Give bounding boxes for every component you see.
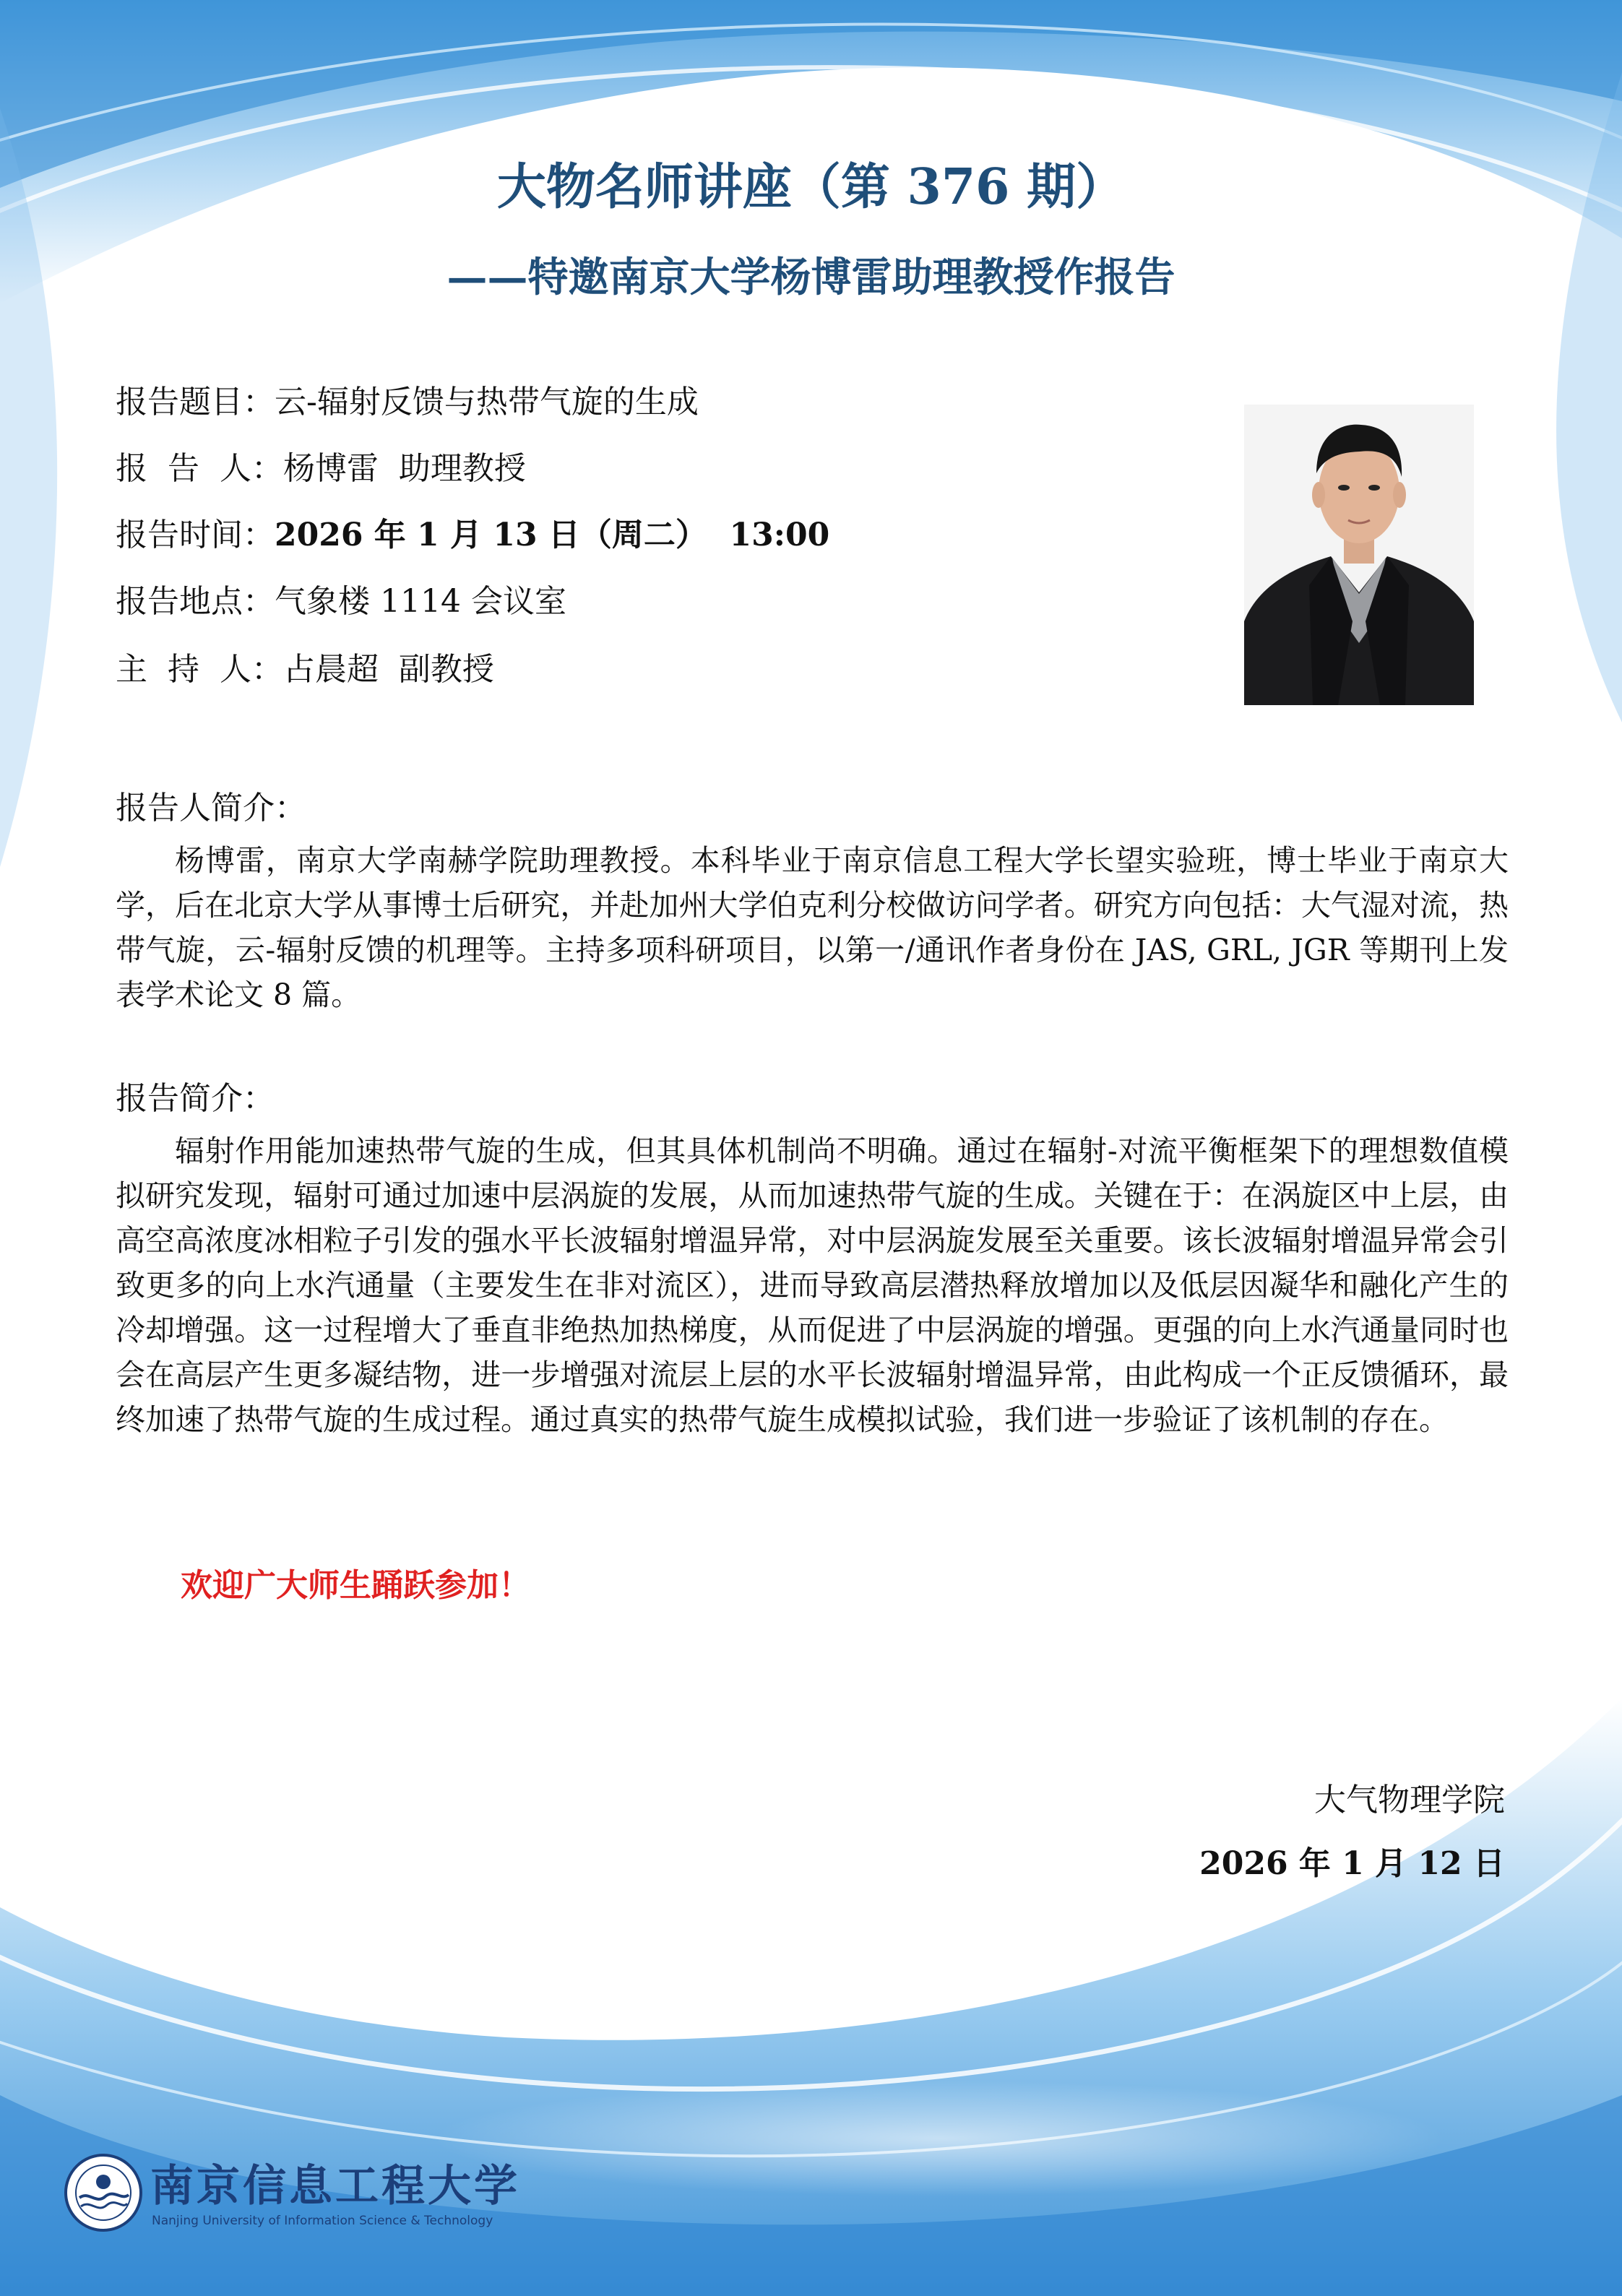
- talk-intro-heading: 报告简介：: [116, 1080, 275, 1117]
- talk-intro-text: 辐射作用能加速热带气旋的生成，但其具体机制尚不明确。通过在辐射-对流平衡框架下的理想数值模拟研究发现，辐射可通过加速中层涡旋的发展，从而加速热带气旋的生成。关键在于：在涡旋区中上层，由高空高浓度冰相粒子引发的强水平长波辐射增温异常，对中层涡旋发展至关重要。该长波辐射增温异常会引致更多的向上水汽通量（主要发生在非对流区），进而导致高层潜热释放增加以及低层因凝华和融化产生的冷却增强。这一过程增大了垂直非绝热加热梯度，从而促进了中层涡旋的增强。更强的向上水汽通量同时也会在高层产生更多凝结物，进一步增强对流层上层的水平长波辐射增温异常，由此构成一个正反馈循环，最终加速了热带气旋的生成过程。通过真实的热带气旋生成模拟试验，我们进一步验证了该机制的存在。: [116, 1134, 1509, 1437]
- speaker-intro-text: 杨博雷，南京大学南赫学院助理教授。本科毕业于南京信息工程大学长望实验班，博士毕业于南京大学，后在北京大学从事博士后研究，并赴加州大学伯克利分校做访问学者。研究方向包括：大气湿对流，热带气旋，云-辐射反馈的机理等。主持多项科研项目，以第一/通讯作者身份在 JAS, GRL, JGR 等期刊上发表学术论文 8 篇。: [116, 843, 1509, 1012]
- portrait-icon: [1244, 405, 1474, 705]
- info-row-topic: [116, 376, 699, 422]
- speaker-label: 报 告 人：: [116, 450, 283, 487]
- location-label: 报告地点：: [116, 583, 275, 620]
- university-name-cn: 南京信息工程大学: [150, 2161, 520, 2211]
- location-value: 气象楼 1114 会议室: [275, 583, 566, 620]
- time-value: 2026 年 1 月 13 日（周二） 13:00: [275, 517, 830, 553]
- welcome-message: 欢迎广大师生踊跃参加！: [181, 1567, 530, 1604]
- signature-org: 大气物理学院: [1314, 1782, 1505, 1818]
- university-name-en: Nanjing University of Information Science & Technology: [152, 2214, 493, 2228]
- signature-date: 2026 年 1 月 12 日: [1199, 1845, 1505, 1882]
- speaker-value: 杨博雷 助理教授: [282, 450, 526, 487]
- speaker-intro-heading: 报告人简介：: [116, 790, 306, 827]
- page-subtitle: ——特邀南京大学杨博雷助理教授作报告: [447, 254, 1175, 301]
- info-row-host: [116, 643, 494, 689]
- info-row-speaker: [116, 442, 526, 488]
- info-row-time: [116, 509, 829, 555]
- page-title: 大物名师讲座（第 376 期）: [496, 158, 1126, 216]
- topic-value: 云-辐射反馈与热带气旋的生成: [275, 384, 699, 420]
- university-emblem-icon: [64, 2153, 143, 2232]
- host-label: 主 持 人：: [116, 651, 283, 688]
- topic-label: 报告题目：: [116, 384, 275, 420]
- host-value: 占晨超 副教授: [282, 651, 494, 688]
- info-row-location: [116, 575, 566, 621]
- speaker-portrait: [1244, 405, 1474, 705]
- time-label: 报告时间：: [116, 517, 275, 553]
